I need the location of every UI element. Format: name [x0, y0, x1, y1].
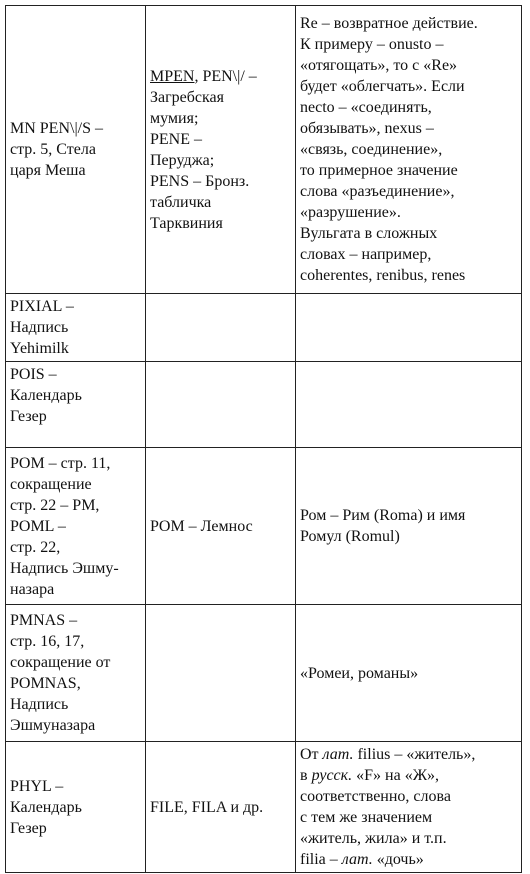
text-fragment: в — [300, 767, 312, 784]
text-line: Календарь — [10, 798, 82, 816]
text-line: Загребская — [150, 88, 225, 106]
cell-parallel — [146, 742, 296, 873]
cell-meaning — [296, 6, 522, 294]
text-line — [300, 765, 516, 786]
cell-inscription — [6, 742, 146, 873]
cell-inscription — [6, 605, 146, 742]
text-line: PIXIAL – — [10, 298, 74, 315]
cell-inscription — [6, 448, 146, 605]
text-line: «житель, жила» и т.п. — [300, 830, 447, 847]
text-line: Гезер — [10, 819, 47, 837]
text-line — [300, 849, 516, 870]
text-line: стр. 22 – PM, — [10, 496, 100, 514]
text-line: то примерное значение — [300, 162, 458, 179]
text-line: POML – — [10, 517, 66, 535]
cell-parallel — [146, 362, 296, 448]
text-line: «Ромеи, романы» — [300, 664, 419, 682]
cell-parallel — [146, 448, 296, 605]
text-line: словах – например, — [300, 246, 432, 263]
text-line: слова «разъединение», — [300, 183, 455, 200]
text-line: Календарь — [10, 387, 82, 404]
text-line — [150, 66, 290, 87]
text-line: Вульгата в сложных — [300, 225, 438, 242]
underlined-word: MPEN — [150, 67, 195, 85]
text-line: будет «облегчать». Если — [300, 78, 465, 95]
text-line: «разрушение». — [300, 204, 401, 221]
text-line: PMNAS – — [10, 612, 78, 629]
text-fragment: filia – — [300, 851, 342, 868]
text-line: coherentes, renibus, renes — [300, 267, 466, 284]
text-line: Ром – Рим (Roma) и имя — [300, 507, 466, 524]
text-line: сокращение — [10, 475, 92, 493]
text-line: «отягощать», то с «Re» — [300, 57, 458, 74]
table-row — [6, 742, 522, 873]
text-fragment: , PEN\|/ – — [194, 67, 257, 85]
text-line: FILE, FILA и др. — [150, 798, 264, 816]
text-line: Тарквиния — [150, 214, 223, 232]
cell-meaning — [296, 362, 522, 448]
text-line: сокращение от — [10, 654, 111, 671]
cell-meaning — [296, 294, 522, 362]
text-line: Перуджа; — [150, 151, 215, 169]
text-line: PENS – Бронз. — [150, 172, 250, 190]
text-line: Надпись — [10, 319, 69, 336]
document-table — [5, 5, 522, 873]
italic-word: лат. — [322, 746, 354, 763]
table-row — [6, 448, 522, 605]
text-line: табличка — [150, 193, 212, 211]
text-line: «связь, соединение», — [300, 141, 443, 158]
text-line: Надпись — [10, 696, 69, 713]
text-line: Re – возвратное действие. — [300, 15, 478, 32]
text-line: Ромул (Romul) — [300, 528, 400, 545]
text-fragment: «дочь» — [372, 851, 424, 868]
cell-meaning — [296, 742, 522, 873]
text-line: POM – Лемнос — [150, 517, 253, 535]
text-line: POIS – — [10, 366, 57, 383]
text-line: К примеру – onusto – — [300, 36, 444, 53]
text-line: стр. 16, 17, — [10, 633, 85, 650]
text-line: POM – стр. 11, — [10, 454, 111, 472]
cell-parallel — [146, 605, 296, 742]
italic-word: русск. — [311, 767, 353, 784]
text-line: PHYL – — [10, 777, 64, 795]
table-row — [6, 362, 522, 448]
text-line: с тем же значением — [300, 809, 433, 826]
cell-inscription — [6, 362, 146, 448]
text-line: Yehimilk — [10, 340, 69, 357]
cell-meaning — [296, 605, 522, 742]
text-line: царя Меша — [10, 162, 86, 179]
text-line: PENE – — [150, 130, 202, 148]
text-line — [300, 744, 516, 765]
text-line: мумия; — [150, 109, 199, 127]
text-line: стр. 5, Стела — [10, 141, 96, 158]
text-fragment: filius – «житель», — [353, 746, 476, 763]
text-line: назара — [10, 580, 55, 598]
text-line: Гезер — [10, 408, 47, 425]
text-line: Эшмуназара — [10, 717, 96, 734]
text-line: обязывать», nexus – — [300, 120, 434, 137]
text-fragment: «F» на «Ж», — [352, 767, 440, 784]
text-line: стр. 22, — [10, 538, 61, 556]
cell-inscription — [6, 294, 146, 362]
cell-parallel — [146, 6, 296, 294]
text-line: POMNAS, — [10, 675, 81, 692]
text-line: necto – «соединять, — [300, 99, 432, 116]
italic-word: лат. — [341, 851, 373, 868]
text-line: MN PEN\|/S – — [10, 120, 103, 137]
text-line: соответственно, слова — [300, 788, 451, 805]
table-row — [6, 605, 522, 742]
table-row — [6, 6, 522, 294]
table-row — [6, 294, 522, 362]
text-line: Надпись Эшму- — [10, 559, 119, 577]
cell-inscription — [6, 6, 146, 294]
text-fragment: От — [300, 746, 323, 763]
cell-parallel — [146, 294, 296, 362]
cell-meaning — [296, 448, 522, 605]
